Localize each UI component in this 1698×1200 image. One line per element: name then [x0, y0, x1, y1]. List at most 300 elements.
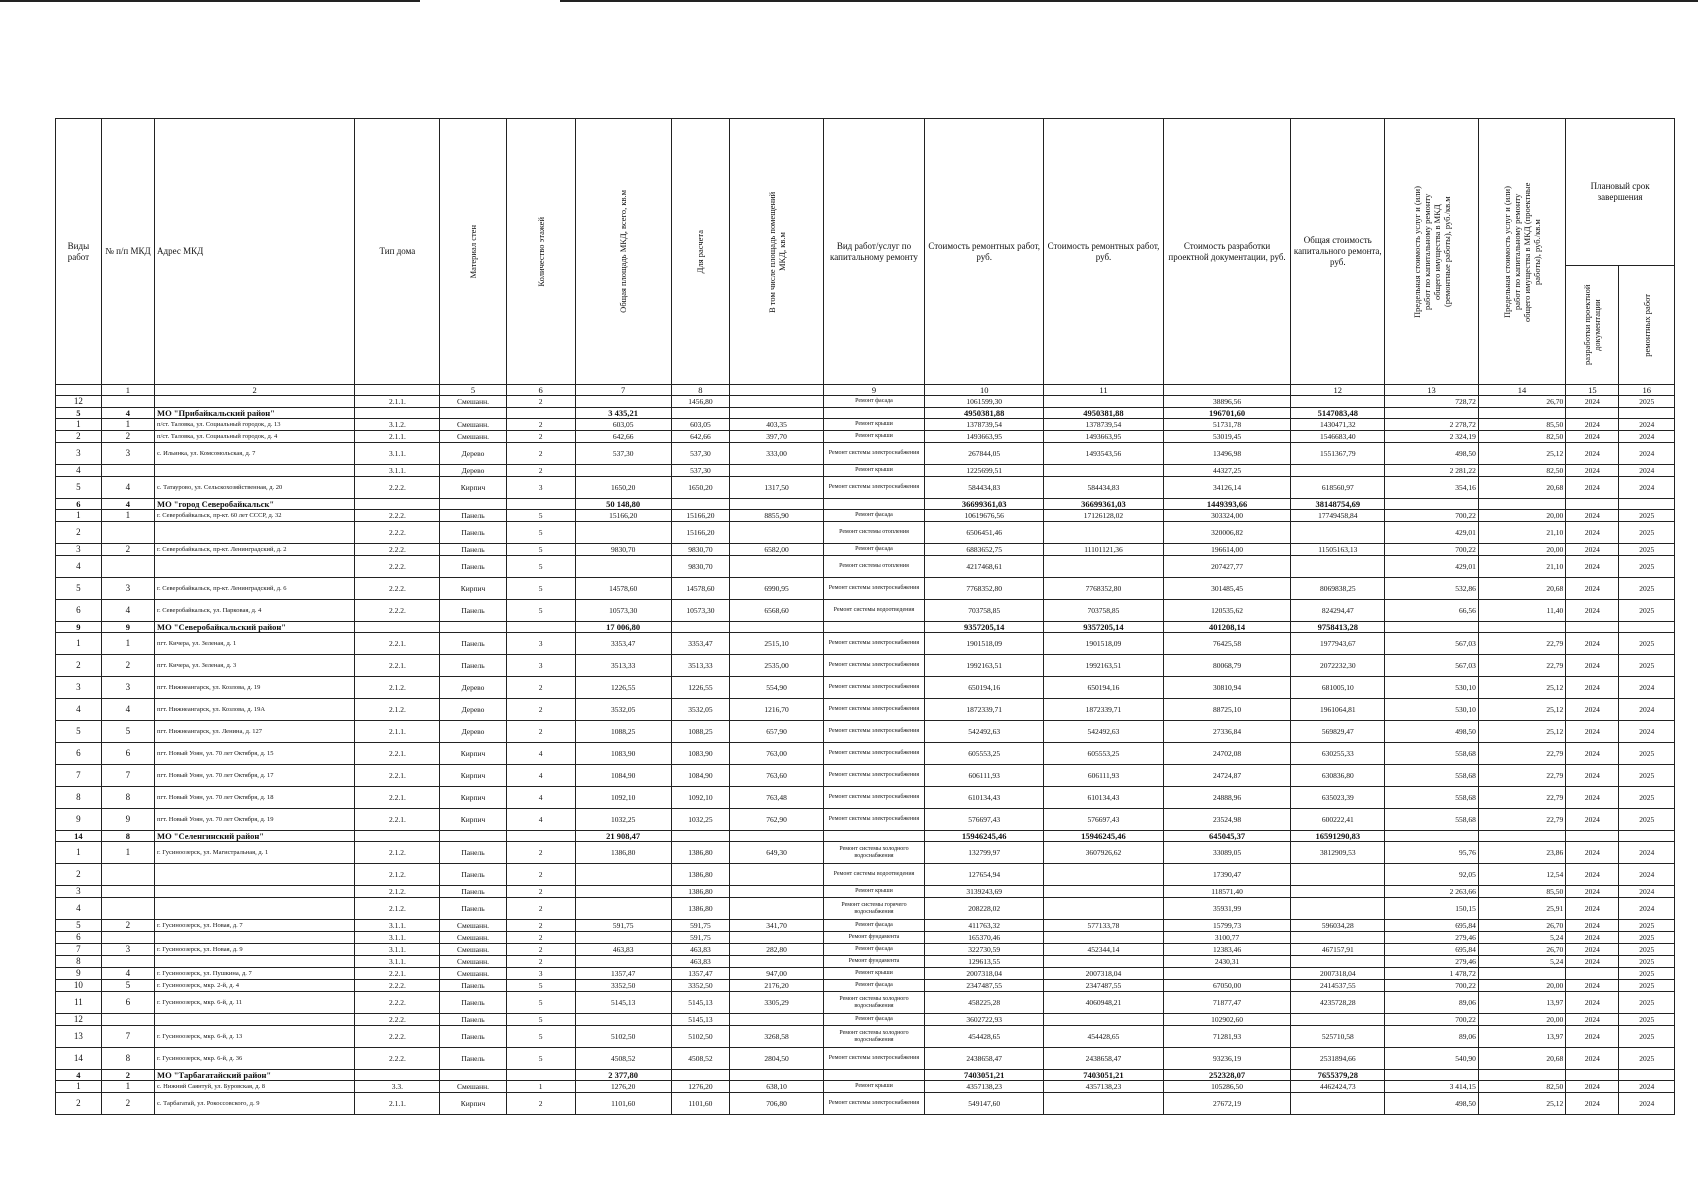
group-row	[56, 499, 1675, 510]
header-total: Общая стоимость капитального ремонта, руб.	[1291, 119, 1385, 385]
cell-work: Ремонт системы отопления	[823, 522, 924, 544]
cell-area: 3532,05	[575, 699, 671, 721]
cell-vid: 8	[56, 787, 102, 809]
cell-address: пгт. Кичера, ул. Зеленая, д. 1	[155, 633, 355, 655]
cell-type: 2.1.2.	[355, 699, 440, 721]
cell-nom	[101, 556, 154, 578]
cell-floors: 2	[506, 886, 575, 898]
cell-area: 5102,50	[575, 1026, 671, 1048]
cell-limit-project: 25,91	[1478, 898, 1565, 920]
cell-term-project: 2024	[1566, 842, 1619, 864]
column-number: 6	[506, 385, 575, 396]
cell-project-cost: 23524,98	[1163, 809, 1291, 831]
cell-floors: 4	[506, 765, 575, 787]
cell-type: 2.2.2.	[355, 980, 440, 992]
scan-edge-line	[0, 0, 420, 2]
cell-calc: 591,75	[671, 920, 730, 932]
cell-limit-project: 13,97	[1478, 1026, 1565, 1048]
table-row	[56, 944, 1675, 956]
cell-type: 3.1.1.	[355, 920, 440, 932]
cell-total-cost	[1291, 1014, 1385, 1026]
cell-calc: 1101,60	[671, 1093, 730, 1115]
cell-term-project	[1566, 831, 1619, 842]
cell-vid: 4	[56, 898, 102, 920]
cell-total-cost: 2072232,30	[1291, 655, 1385, 677]
cell-floors: 3	[506, 477, 575, 499]
cell-vid: 3	[56, 886, 102, 898]
cell-work: Ремонт системы электроснабжения	[823, 677, 924, 699]
cell-limit-project: 13,97	[1478, 992, 1565, 1014]
cell-calc: 537,30	[671, 465, 730, 477]
cell-term-repair: 2025	[1619, 1014, 1675, 1026]
cell-cost: 411763,32	[925, 920, 1044, 932]
cell-area: 3513,33	[575, 655, 671, 677]
cell-type: 2.2.2.	[355, 544, 440, 556]
cell-area: 2 377,80	[575, 1070, 671, 1081]
cell-material: Панель	[440, 510, 506, 522]
header-vid: Виды работ	[56, 119, 102, 385]
cell-vid: 5	[56, 477, 102, 499]
cell-incl: 657,90	[730, 721, 824, 743]
cell-total-cost: 525710,58	[1291, 1026, 1385, 1048]
cell-total-cost: 635023,39	[1291, 787, 1385, 809]
cell-floors: 3	[506, 968, 575, 980]
cell-project-cost: 33089,05	[1163, 842, 1291, 864]
cell-calc: 10573,30	[671, 600, 730, 622]
cell-work: Ремонт системы электроснабжения	[823, 743, 924, 765]
cell-floors	[506, 622, 575, 633]
column-number-row	[56, 385, 1675, 396]
cell-address: г. Гусиноозерск, ул. Магистральная, д. 1	[155, 842, 355, 864]
cell-material: Кирпич	[440, 1093, 506, 1115]
cell-limit-project: 22,79	[1478, 743, 1565, 765]
cell-term-project	[1566, 408, 1619, 419]
cell-term-project: 2024	[1566, 1081, 1619, 1093]
cell-cost: 129613,55	[925, 956, 1044, 968]
cell-type	[355, 1070, 440, 1081]
cell-term-repair	[1619, 831, 1675, 842]
cell-calc: 3353,47	[671, 633, 730, 655]
cell-address: МО "Тарбагатайский район"	[155, 1070, 355, 1081]
cell-limit-project: 5,24	[1478, 932, 1565, 944]
cell-incl: 763,60	[730, 765, 824, 787]
column-number	[1163, 385, 1291, 396]
cell-term-repair: 2025	[1619, 932, 1675, 944]
capital-repair-table	[55, 118, 1675, 1115]
cell-cost: 1901518,09	[925, 633, 1044, 655]
cell-term-project: 2024	[1566, 465, 1619, 477]
cell-floors: 4	[506, 787, 575, 809]
cell-nom: 1	[101, 510, 154, 522]
table-row	[56, 600, 1675, 622]
cell-area: 21 908,47	[575, 831, 671, 842]
cell-limit-repair: 558,68	[1385, 765, 1479, 787]
cell-work	[823, 622, 924, 633]
cell-cost: 36699361,03	[925, 499, 1044, 510]
cell-vid: 2	[56, 522, 102, 544]
cell-nom: 4	[101, 408, 154, 419]
cell-project-cost: 27336,84	[1163, 721, 1291, 743]
cell-total-cost	[1291, 1093, 1385, 1115]
cell-type: 2.2.1.	[355, 743, 440, 765]
cell-term-repair: 2024	[1619, 864, 1675, 886]
cell-incl: 6568,60	[730, 600, 824, 622]
cell-floors: 2	[506, 956, 575, 968]
table-row	[56, 920, 1675, 932]
cell-address: с. Ильинка, ул. Комсомольская, д. 7	[155, 443, 355, 465]
cell-work: Ремонт системы отопления	[823, 556, 924, 578]
cell-total-cost: 16591290,83	[1291, 831, 1385, 842]
cell-term-project: 2024	[1566, 633, 1619, 655]
cell-project-cost: 51731,78	[1163, 419, 1291, 431]
cell-limit-repair: 567,03	[1385, 655, 1479, 677]
cell-vid: 3	[56, 677, 102, 699]
cell-cost: 703758,85	[925, 600, 1044, 622]
cell-term-repair: 2025	[1619, 992, 1675, 1014]
cell-limit-repair: 89,06	[1385, 1026, 1479, 1048]
cell-vid: 1	[56, 419, 102, 431]
cell-cost-merged: 1901518,09	[1044, 633, 1163, 655]
cell-cost: 606111,93	[925, 765, 1044, 787]
cell-address: п/ст. Таловка, ул. Социальный городок, д. 13	[155, 419, 355, 431]
cell-material	[440, 1070, 506, 1081]
cell-term-repair: 2025	[1619, 743, 1675, 765]
cell-work: Ремонт системы электроснабжения	[823, 787, 924, 809]
header-cost1: Стоимость ремонтных работ, руб.	[925, 119, 1044, 385]
cell-address	[155, 932, 355, 944]
cell-incl: 649,30	[730, 842, 824, 864]
cell-project-cost: 645045,37	[1163, 831, 1291, 842]
cell-vid: 13	[56, 1026, 102, 1048]
cell-area	[575, 1014, 671, 1026]
cell-vid: 1	[56, 842, 102, 864]
cell-limit-project: 22,79	[1478, 633, 1565, 655]
cell-limit-project: 22,79	[1478, 809, 1565, 831]
cell-term-repair: 2025	[1619, 396, 1675, 408]
cell-project-cost: 88725,10	[1163, 699, 1291, 721]
cell-calc: 1032,25	[671, 809, 730, 831]
cell-nom	[101, 396, 154, 408]
cell-cost: 650194,16	[925, 677, 1044, 699]
cell-nom	[101, 1014, 154, 1026]
cell-type: 3.1.1.	[355, 443, 440, 465]
cell-area: 1386,80	[575, 842, 671, 864]
cell-limit-project: 12,54	[1478, 864, 1565, 886]
table-row	[56, 1081, 1675, 1093]
cell-limit-repair: 429,01	[1385, 556, 1479, 578]
cell-term-repair: 2025	[1619, 968, 1675, 980]
cell-term-repair: 2025	[1619, 544, 1675, 556]
cell-material: Панель	[440, 842, 506, 864]
cell-project-cost: 71877,47	[1163, 992, 1291, 1014]
cell-incl	[730, 1070, 824, 1081]
cell-incl	[730, 465, 824, 477]
cell-vid: 3	[56, 544, 102, 556]
cell-nom: 2	[101, 1093, 154, 1115]
table-row	[56, 1048, 1675, 1070]
cell-floors: 5	[506, 510, 575, 522]
cell-material: Дерево	[440, 699, 506, 721]
cell-limit-repair	[1385, 408, 1479, 419]
cell-project-cost: 76425,58	[1163, 633, 1291, 655]
cell-limit-repair: 558,68	[1385, 809, 1479, 831]
cell-cost: 3602722,93	[925, 1014, 1044, 1026]
cell-limit-repair: 66,56	[1385, 600, 1479, 622]
cell-vid: 11	[56, 992, 102, 1014]
cell-cost-merged: 606111,93	[1044, 765, 1163, 787]
cell-type: 3.3.	[355, 1081, 440, 1093]
column-number: 10	[925, 385, 1044, 396]
cell-incl	[730, 1014, 824, 1026]
cell-work: Ремонт системы водоотведения	[823, 864, 924, 886]
cell-nom: 6	[101, 743, 154, 765]
cell-total-cost: 1430471,32	[1291, 419, 1385, 431]
cell-limit-project: 26,70	[1478, 396, 1565, 408]
cell-limit-repair: 498,50	[1385, 721, 1479, 743]
cell-term-project: 2024	[1566, 743, 1619, 765]
cell-total-cost: 1961064,81	[1291, 699, 1385, 721]
cell-address: с. Татаурово, ул. Сельскохозяйственная, д. 20	[155, 477, 355, 499]
cell-area: 14578,60	[575, 578, 671, 600]
cell-incl	[730, 956, 824, 968]
cell-cost-merged: 1493543,56	[1044, 443, 1163, 465]
cell-term-project: 2024	[1566, 1048, 1619, 1070]
header-limit-project: Предельная стоимость услуг и (или) работ по капитальному ремонту общего имущества в МКД (проектные работы), руб./кв.м	[1478, 119, 1565, 385]
cell-term-repair: 2025	[1619, 510, 1675, 522]
cell-material: Панель	[440, 864, 506, 886]
cell-cost: 542492,63	[925, 721, 1044, 743]
cell-material: Панель	[440, 600, 506, 622]
cell-area: 1084,90	[575, 765, 671, 787]
cell-total-cost	[1291, 886, 1385, 898]
cell-limit-project	[1478, 968, 1565, 980]
cell-project-cost: 17390,47	[1163, 864, 1291, 886]
cell-area	[575, 956, 671, 968]
table-row	[56, 956, 1675, 968]
cell-material: Панель	[440, 544, 506, 556]
cell-project-cost: 2430,31	[1163, 956, 1291, 968]
cell-floors: 2	[506, 396, 575, 408]
header-incl: В том числе площадь помещений МКД, кв.м	[730, 119, 824, 385]
cell-vid: 14	[56, 831, 102, 842]
cell-limit-project: 25,12	[1478, 443, 1565, 465]
cell-work: Ремонт системы холодного водоснабжения	[823, 1026, 924, 1048]
cell-cost-merged: 36699361,03	[1044, 499, 1163, 510]
cell-project-cost: 118571,40	[1163, 886, 1291, 898]
cell-project-cost: 301485,45	[1163, 578, 1291, 600]
cell-limit-project: 20,00	[1478, 544, 1565, 556]
cell-address	[155, 465, 355, 477]
table-row	[56, 1093, 1675, 1115]
cell-term-repair: 2025	[1619, 809, 1675, 831]
cell-vid: 9	[56, 622, 102, 633]
cell-cost-merged	[1044, 956, 1163, 968]
cell-cost-merged	[1044, 1014, 1163, 1026]
table-row	[56, 886, 1675, 898]
cell-term-repair: 2025	[1619, 522, 1675, 544]
cell-term-repair: 2025	[1619, 980, 1675, 992]
cell-total-cost: 7655379,28	[1291, 1070, 1385, 1081]
cell-project-cost: 320006,82	[1163, 522, 1291, 544]
cell-cost: 458225,28	[925, 992, 1044, 1014]
cell-limit-project	[1478, 1070, 1565, 1081]
cell-type: 2.1.2.	[355, 677, 440, 699]
cell-material: Панель	[440, 1048, 506, 1070]
cell-calc: 463,83	[671, 944, 730, 956]
cell-term-project	[1566, 499, 1619, 510]
cell-cost-merged: 452344,14	[1044, 944, 1163, 956]
cell-area: 50 148,80	[575, 499, 671, 510]
cell-nom: 4	[101, 499, 154, 510]
cell-calc	[671, 408, 730, 419]
cell-nom: 4	[101, 600, 154, 622]
header-nom: № п/п МКД	[101, 119, 154, 385]
cell-type: 2.2.2.	[355, 477, 440, 499]
cell-type	[355, 831, 440, 842]
cell-incl	[730, 499, 824, 510]
cell-type: 2.2.2.	[355, 1048, 440, 1070]
cell-nom: 2	[101, 655, 154, 677]
cell-total-cost	[1291, 932, 1385, 944]
cell-cost: 2438658,47	[925, 1048, 1044, 1070]
cell-vid: 7	[56, 765, 102, 787]
cell-limit-project: 26,70	[1478, 944, 1565, 956]
cell-work: Ремонт фасада	[823, 510, 924, 522]
table-row	[56, 932, 1675, 944]
header-limit-repair: Предельная стоимость услуг и (или) работ по капитальному ремонту общего имущества в МКД (ремонтные работы), руб./кв.м	[1385, 119, 1479, 385]
cell-cost: 10619676,56	[925, 510, 1044, 522]
cell-vid: 6	[56, 600, 102, 622]
cell-limit-project: 20,00	[1478, 980, 1565, 992]
cell-area: 537,30	[575, 443, 671, 465]
cell-type: 2.1.1.	[355, 431, 440, 443]
cell-cost: 9357205,14	[925, 622, 1044, 633]
cell-project-cost: 53019,45	[1163, 431, 1291, 443]
cell-limit-project: 82,50	[1478, 431, 1565, 443]
cell-limit-repair: 498,50	[1385, 1093, 1479, 1115]
cell-nom: 1	[101, 633, 154, 655]
cell-incl: 397,70	[730, 431, 824, 443]
cell-nom: 2	[101, 431, 154, 443]
cell-work: Ремонт системы горячего водоснабжения	[823, 898, 924, 920]
cell-project-cost: 38896,56	[1163, 396, 1291, 408]
cell-project-cost: 102902,60	[1163, 1014, 1291, 1026]
column-number	[56, 385, 102, 396]
scan-edge-line	[560, 0, 1698, 2]
cell-project-cost: 93236,19	[1163, 1048, 1291, 1070]
cell-type: 2.2.1.	[355, 809, 440, 831]
cell-nom	[101, 956, 154, 968]
cell-area	[575, 864, 671, 886]
cell-cost-merged: 4060948,21	[1044, 992, 1163, 1014]
cell-vid: 1	[56, 510, 102, 522]
cell-incl: 6582,00	[730, 544, 824, 556]
cell-term-repair	[1619, 622, 1675, 633]
cell-cost: 1992163,51	[925, 655, 1044, 677]
cell-limit-repair: 1 478,72	[1385, 968, 1479, 980]
cell-type: 3.1.1.	[355, 944, 440, 956]
column-number: 7	[575, 385, 671, 396]
cell-limit-repair: 2 263,66	[1385, 886, 1479, 898]
cell-cost-merged: 576697,43	[1044, 809, 1163, 831]
group-row	[56, 408, 1675, 419]
cell-nom: 9	[101, 809, 154, 831]
cell-material: Дерево	[440, 721, 506, 743]
cell-work: Ремонт крыши	[823, 886, 924, 898]
cell-limit-project: 23,86	[1478, 842, 1565, 864]
cell-work: Ремонт системы электроснабжения	[823, 699, 924, 721]
cell-limit-repair: 530,10	[1385, 699, 1479, 721]
group-row	[56, 622, 1675, 633]
cell-vid: 2	[56, 864, 102, 886]
cell-limit-project: 25,12	[1478, 721, 1565, 743]
cell-floors: 4	[506, 743, 575, 765]
cell-total-cost: 2007318,04	[1291, 968, 1385, 980]
cell-cost: 6883652,75	[925, 544, 1044, 556]
cell-limit-repair: 279,46	[1385, 932, 1479, 944]
cell-limit-repair: 530,10	[1385, 677, 1479, 699]
cell-area: 1092,10	[575, 787, 671, 809]
cell-floors	[506, 499, 575, 510]
cell-cost-merged: 3607926,62	[1044, 842, 1163, 864]
cell-limit-project: 21,10	[1478, 556, 1565, 578]
cell-cost-merged: 542492,63	[1044, 721, 1163, 743]
cell-total-cost: 4462424,73	[1291, 1081, 1385, 1093]
cell-work: Ремонт фасада	[823, 980, 924, 992]
cell-calc: 3352,50	[671, 980, 730, 992]
cell-area	[575, 396, 671, 408]
cell-incl	[730, 408, 824, 419]
cell-limit-project	[1478, 831, 1565, 842]
cell-address	[155, 396, 355, 408]
cell-total-cost: 824294,47	[1291, 600, 1385, 622]
cell-work: Ремонт фундамента	[823, 932, 924, 944]
cell-material: Кирпич	[440, 477, 506, 499]
table-row	[56, 721, 1675, 743]
cell-incl: 3268,58	[730, 1026, 824, 1048]
cell-material: Кирпич	[440, 765, 506, 787]
cell-nom: 7	[101, 1026, 154, 1048]
cell-work: Ремонт фасада	[823, 920, 924, 932]
cell-type: 2.1.2.	[355, 886, 440, 898]
cell-work: Ремонт системы электроснабжения	[823, 809, 924, 831]
cell-area	[575, 522, 671, 544]
cell-limit-project: 5,24	[1478, 956, 1565, 968]
cell-floors: 2	[506, 898, 575, 920]
cell-cost-merged: 4357138,23	[1044, 1081, 1163, 1093]
cell-floors: 2	[506, 920, 575, 932]
cell-total-cost: 1977943,67	[1291, 633, 1385, 655]
cell-limit-project: 26,70	[1478, 920, 1565, 932]
cell-nom	[101, 864, 154, 886]
cell-limit-repair: 498,50	[1385, 443, 1479, 465]
cell-floors: 5	[506, 1014, 575, 1026]
cell-limit-project: 25,12	[1478, 1093, 1565, 1115]
cell-vid: 5	[56, 920, 102, 932]
cell-term-project: 2024	[1566, 396, 1619, 408]
cell-type	[355, 408, 440, 419]
cell-nom: 2	[101, 1070, 154, 1081]
cell-floors: 5	[506, 544, 575, 556]
cell-material	[440, 831, 506, 842]
cell-cost: 132799,97	[925, 842, 1044, 864]
cell-address: МО "Селенгинский район"	[155, 831, 355, 842]
cell-term-repair: 2025	[1619, 1048, 1675, 1070]
cell-cost: 1061599,30	[925, 396, 1044, 408]
cell-term-repair: 2024	[1619, 842, 1675, 864]
cell-calc: 14578,60	[671, 578, 730, 600]
cell-material: Панель	[440, 886, 506, 898]
